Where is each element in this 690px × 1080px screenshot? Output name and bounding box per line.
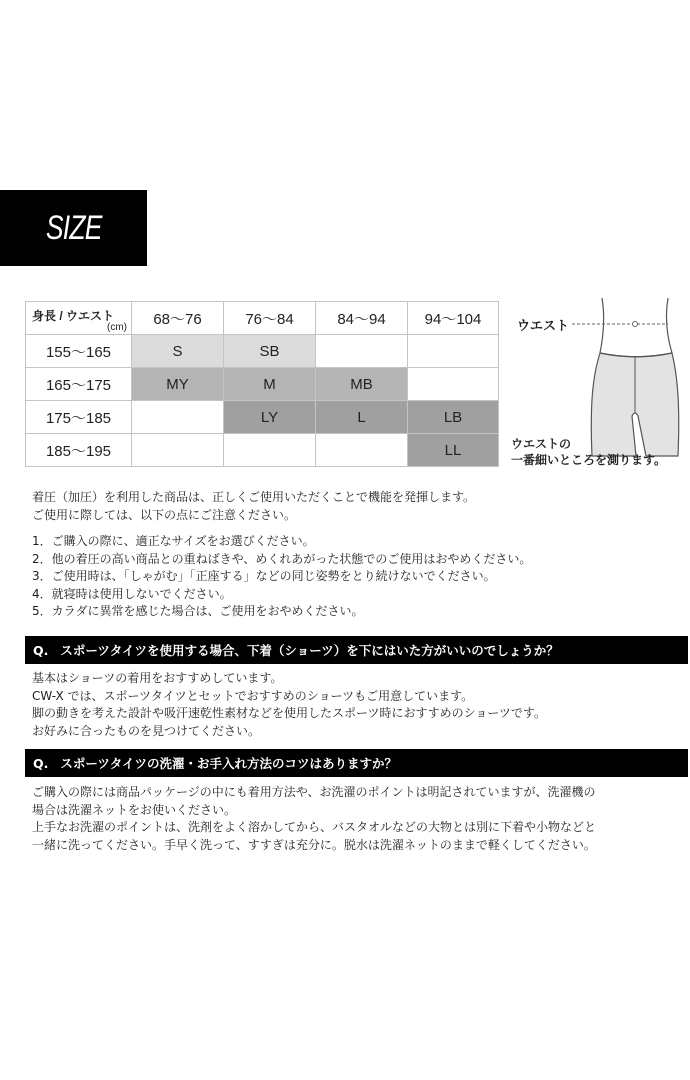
faq-answer-underwear	[32, 670, 546, 740]
size-cell: M	[224, 368, 316, 401]
list-item: 2．他の着圧の高い商品との重ねばきや、めくれあがった状態でのご使用はおやめください。	[32, 551, 532, 566]
size-cell: S	[132, 335, 224, 368]
table-row	[26, 368, 499, 401]
compression-notice	[32, 489, 475, 524]
answer-line: 上手なお洗濯のポイントは、洗剤をよく溶かしてから、バスタオルなどの大物とは別に下着や小物などと	[32, 820, 597, 835]
table-row	[26, 335, 499, 368]
table-row	[26, 434, 499, 467]
waist-measure-note	[511, 436, 666, 468]
question-text: スポーツタイツを使用する場合、下着（ショーツ）を下にはいた方がいいのでしょうか？	[60, 643, 559, 658]
waist-column-header: 94〜104	[408, 302, 499, 335]
answer-line: 一緒に洗ってください。手早く洗って、すすぎは充分に。脱水は洗濯ネットのままで軽くしてください。	[32, 837, 596, 852]
list-item: 1．ご購入の際に、適正なサイズをお選びください。	[32, 534, 315, 548]
q-mark: Q.	[33, 755, 49, 771]
answer-line: 場合は洗濯ネットをお使いください。	[32, 802, 237, 817]
size-cell: MY	[132, 368, 224, 401]
size-cell	[132, 401, 224, 434]
list-item: 5．カラダに異常を感じた場合は、ご使用をおやめください。	[32, 604, 364, 619]
answer-line: 基本はショーツの着用をおすすめしています。	[32, 671, 283, 685]
waist-note-line: 一番細いところを測ります。	[511, 453, 667, 467]
q-mark: Q.	[33, 642, 49, 658]
size-cell: SB	[224, 335, 316, 368]
height-row-header: 165〜175	[26, 368, 132, 401]
waist-column-header: 68〜76	[132, 302, 224, 335]
size-cell	[408, 335, 499, 368]
list-item: 4．就寝時は使用しないでください。	[32, 586, 232, 601]
size-cell: LL	[408, 434, 499, 467]
corner-unit: (cm)	[107, 322, 127, 333]
size-cell	[316, 434, 408, 467]
answer-line: お好みに合ったものを見つけてください。	[32, 723, 261, 738]
size-section-banner	[0, 190, 147, 266]
size-cell: LB	[408, 401, 499, 434]
size-cell	[408, 368, 499, 401]
table-row	[26, 401, 499, 434]
size-cell	[132, 434, 224, 467]
height-row-header: 155〜165	[26, 335, 132, 368]
waist-column-header: 76〜84	[224, 302, 316, 335]
question-text: スポーツタイツの洗濯・お手入れ方法のコツはありますか？	[60, 756, 398, 771]
height-row-header: 175〜185	[26, 401, 132, 434]
caution-list	[32, 533, 531, 621]
size-cell	[316, 335, 408, 368]
answer-line: 脚の動きを考えた設計や吸汗速乾性素材などを使用したスポーツ時におすすめのショーツです。	[32, 706, 546, 721]
size-chart-table	[25, 301, 499, 467]
height-row-header: 185〜195	[26, 434, 132, 467]
notice-line: ご使用に際しては、以下の点にご注意ください。	[32, 507, 297, 522]
size-cell: MB	[316, 368, 408, 401]
corner-label: 身長 / ウエスト	[32, 309, 115, 323]
waist-note-line: ウエストの	[511, 437, 572, 451]
corner-header	[26, 302, 132, 335]
size-cell	[224, 434, 316, 467]
answer-line: CW-X では、スポーツタイツとセットでおすすめのショーツもご用意しています。	[32, 688, 474, 703]
list-item: 3．ご使用時は、「しゃがむ」「正座する」などの同じ姿勢をとり続けないでください。	[32, 569, 496, 584]
waist-label: ウエスト	[517, 319, 570, 334]
notice-line: 着圧（加圧）を利用した商品は、正しくご使用いただくことで機能を発揮します。	[32, 490, 476, 504]
faq-answer-washing	[32, 784, 596, 854]
size-cell: L	[316, 401, 408, 434]
waist-column-header: 84〜94	[316, 302, 408, 335]
table-header-row	[26, 302, 499, 335]
size-cell: LY	[224, 401, 316, 434]
faq-question-underwear	[25, 636, 688, 664]
faq-question-washing	[25, 749, 688, 777]
size-title: SIZE	[45, 208, 102, 247]
answer-line: ご購入の際には商品パッケージの中にも着用方法や、お洗濯のポイントは明記されていますが、洗濯機の	[32, 785, 596, 799]
